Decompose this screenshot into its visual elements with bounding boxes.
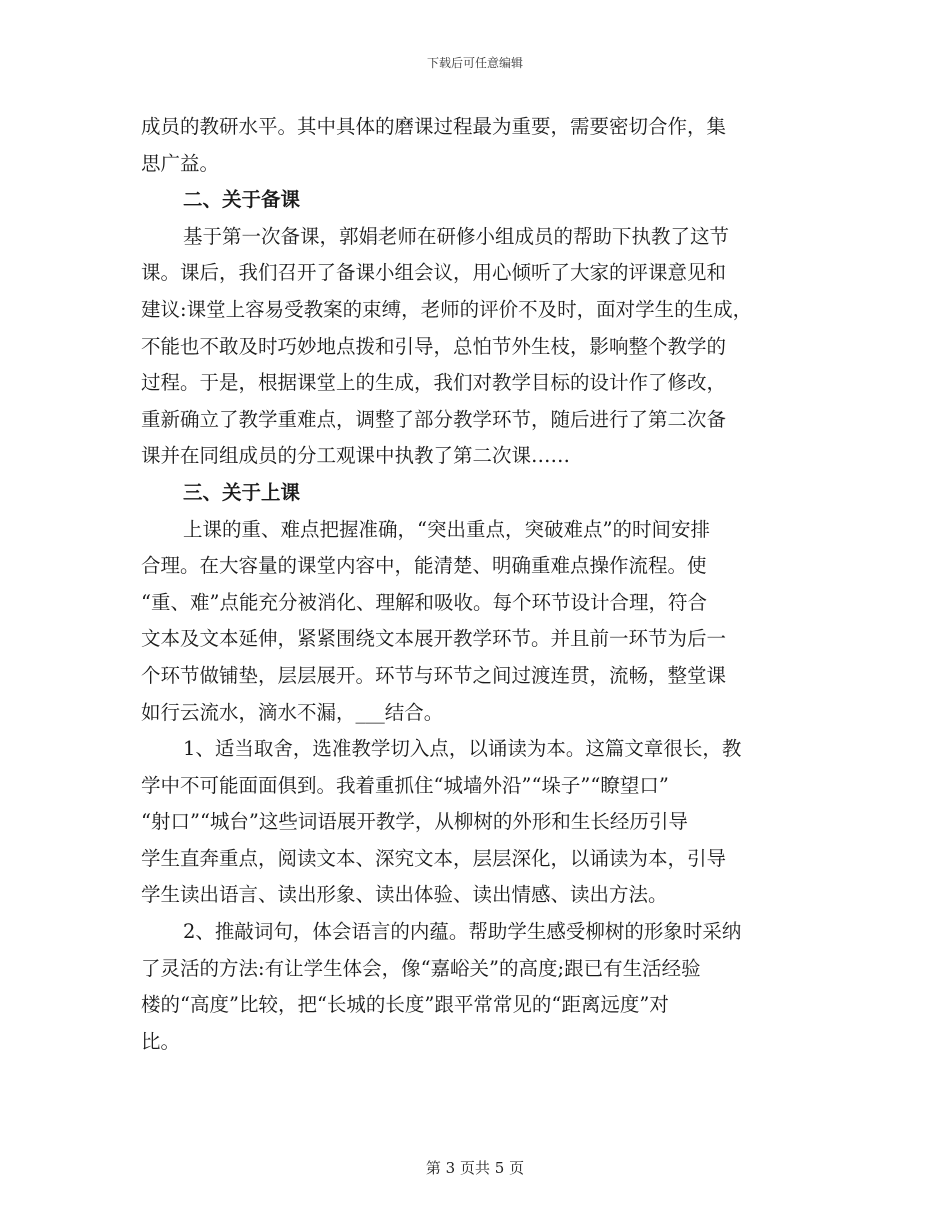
text-line: “重、难”点能充分被消化、理解和吸收。每个环节设计合理，符合 [141,590,707,614]
section-heading: 二、关于备课 [183,188,301,212]
text-line: 学中不可能面面俱到。我着重抓住“城墙外沿”“垛子”“瞭望口” [141,773,669,797]
text-line: 过程。于是，根据课堂上的生成，我们对教学目标的设计作了修改， [141,371,727,395]
text-line: 基于第一次备课，郭娟老师在研修小组成员的帮助下执教了这节 [183,224,730,248]
text-line: 1、适当取舍，选准教学切入点，以诵读为本。这篇文章很长，教 [183,737,742,761]
text-line: 如行云流水，滴水不漏，___结合。 [141,700,444,724]
page-header: 下载后可任意编辑 [426,56,523,70]
text-line: 课。课后，我们召开了备课小组会议，用心倾听了大家的评课意见和 [141,261,727,285]
text-line: 不能也不敢及时巧妙地点拨和引导，总怕节外生枝，影响整个教学的 [141,334,727,358]
page-footer: 第 3 页共 5 页 [425,1159,525,1177]
text-line: 2、推敲词句，体会语言的内蕴。帮助学生感受柳树的形象时采纳 [183,920,742,944]
text-line: “射口”“城台”这些词语展开教学，从柳树的外形和生长经历引导 [141,810,688,834]
text-line: 上课的重、难点把握准确，“突出重点，突破难点”的时间安排 [183,517,710,541]
section-heading: 三、关于上课 [183,480,301,504]
text-line: 了灵活的方法:有让学生体会，像“嘉峪关”的高度;跟已有生活经验 [141,956,701,980]
text-line: 比。 [141,1029,181,1053]
text-line: 合理。在大容量的课堂内容中，能清楚、明确重难点操作流程。使 [141,554,707,578]
text-line: 思广益。 [141,151,220,175]
text-line: 文本及文本延伸，紧紧围绕文本展开教学环节。并且前一环节为后一 [141,627,727,651]
text-line: 重新确立了教学重难点，调整了部分教学环节，随后进行了第二次备 [141,407,727,431]
document-body [141,109,821,1060]
text-line: 成员的教研水平。其中具体的磨课过程最为重要，需要密切合作，集 [141,115,727,138]
text-line: 学生读出语言、读出形象、读出体验、读出情感、读出方法。 [141,883,668,907]
text-line: 课并在同组成员的分工观课中执教了第二次课…… [141,444,571,468]
text-line: 建议:课堂上容易受教案的束缚，老师的评价不及时，面对学生的生成， [141,297,753,321]
text-line: 个环节做铺垫，层层展开。环节与环节之间过渡连贯，流畅，整堂课 [141,663,727,687]
text-line: 楼的“高度”比较，把“长城的长度”跟平常常见的“距离远度”对 [141,993,669,1017]
text-line: 学生直奔重点，阅读文本、深究文本，层层深化，以诵读为本，引导 [141,846,727,870]
